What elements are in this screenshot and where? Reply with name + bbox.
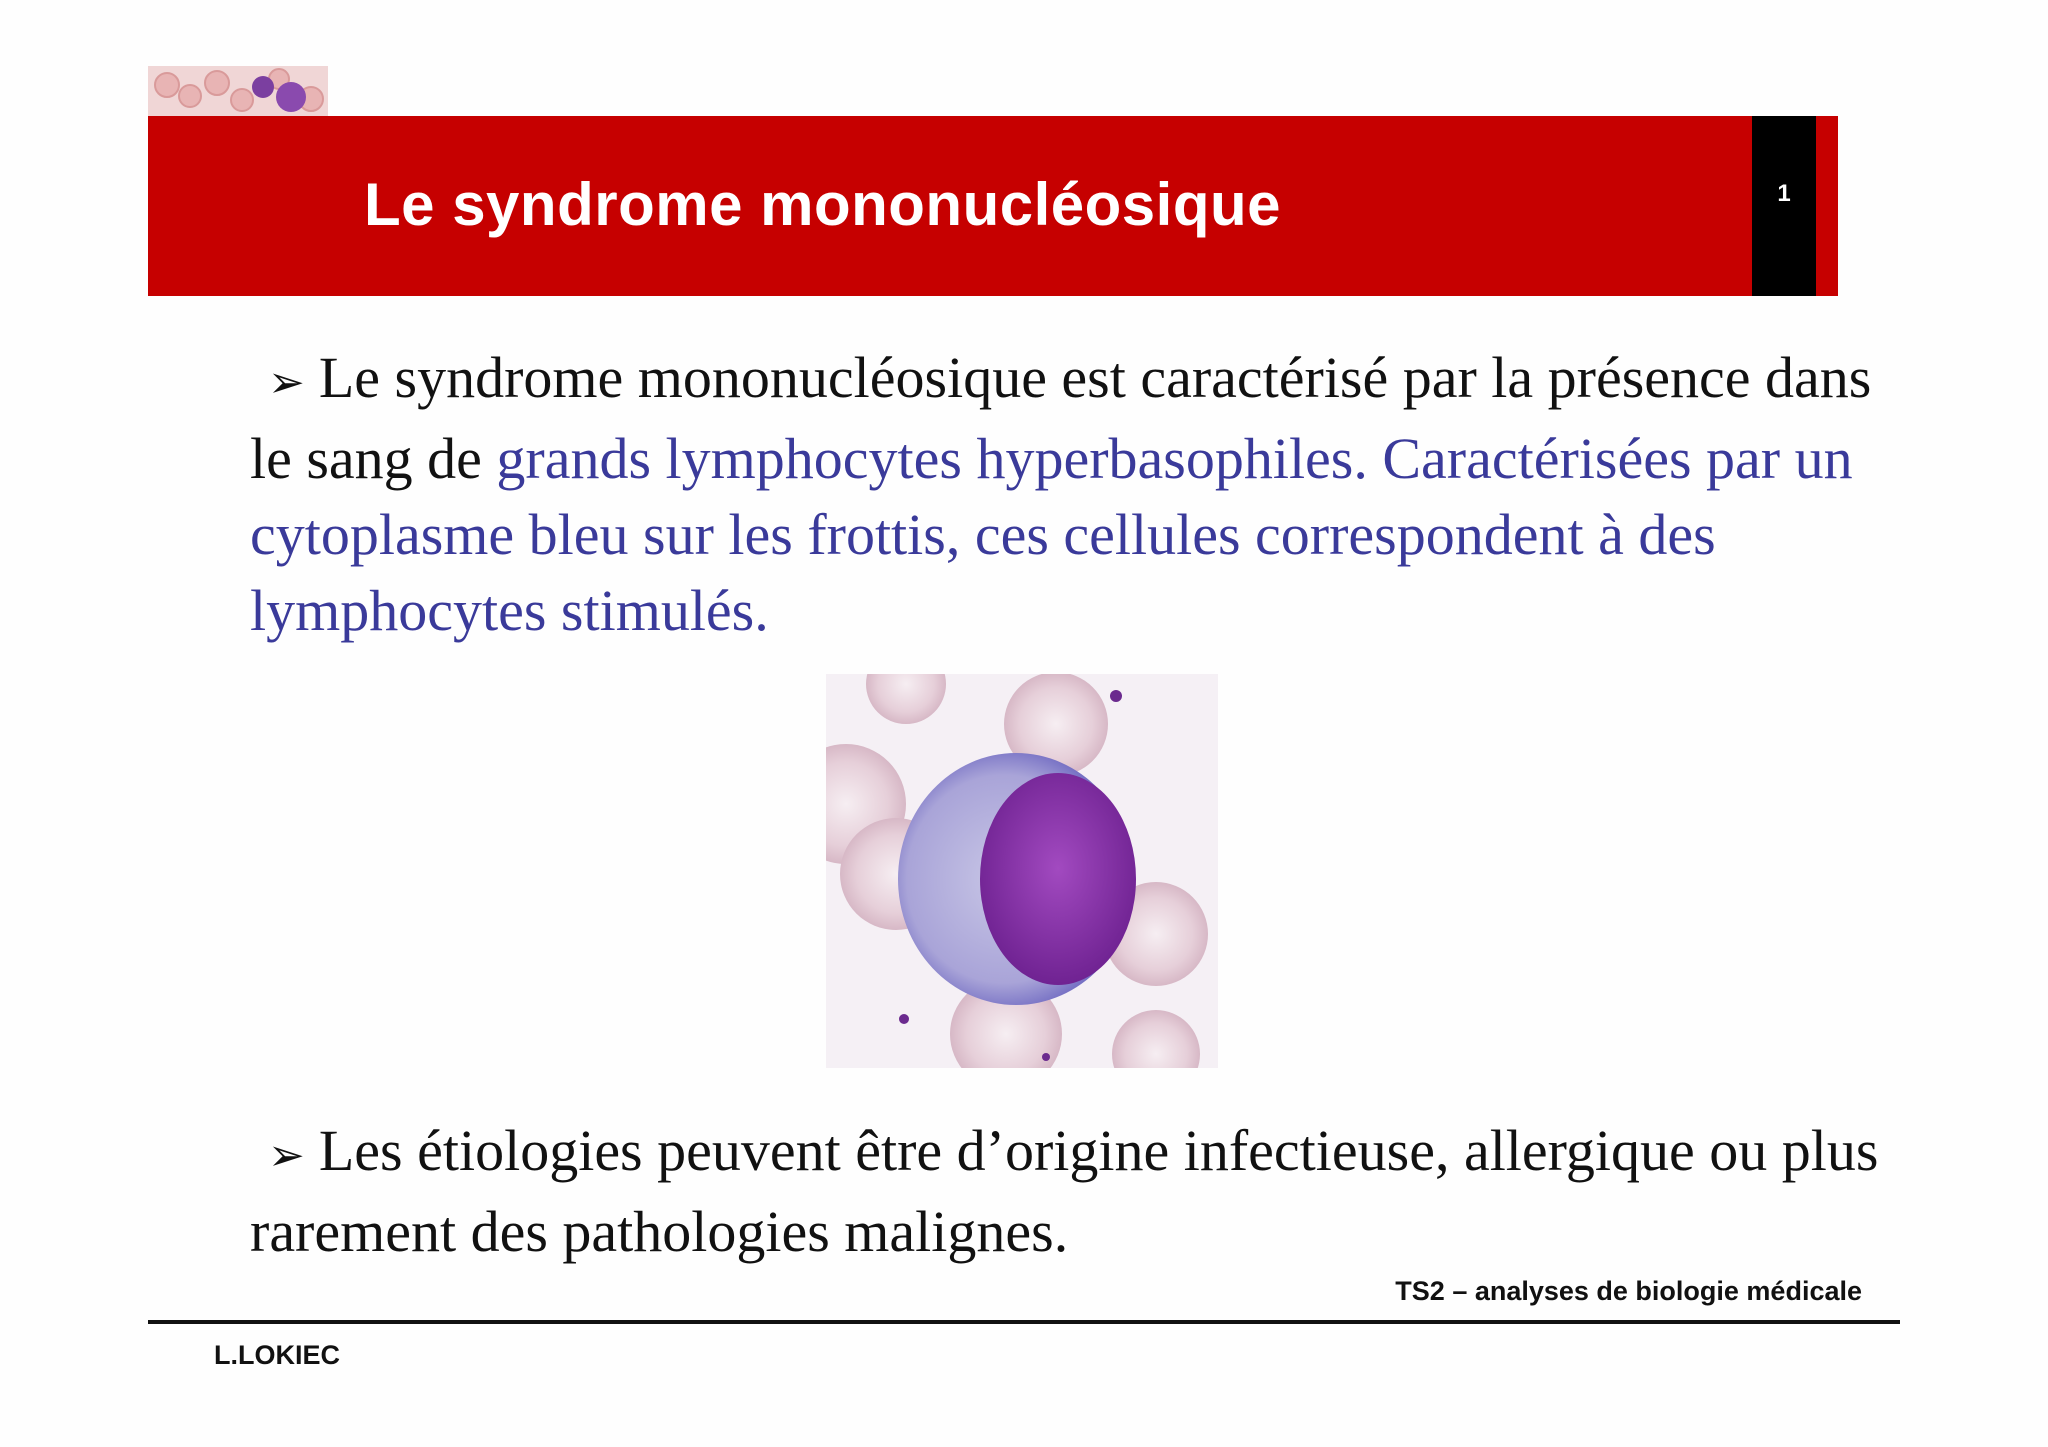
bullet1-text: Le syndrome mononucléosique est caractérisé par la présence dans le sang de xyxy=(250,345,1872,491)
bullet1-highlight-text: grands lymphocytes hyperbasophiles. Caractérisées par un cytoplasme bleu sur les frottis, ces cellules correspondent à des lymphocytes stimulés. xyxy=(250,426,1853,643)
bullet-paragraph-etiologies xyxy=(250,1113,1900,1270)
footer-author: L.LOKIEC xyxy=(214,1340,340,1370)
page-number: 1 xyxy=(1777,180,1791,207)
arrow-bullet-icon: ➢ xyxy=(268,1130,305,1181)
bullet2-text: Les étiologies peuvent être d’origine infectieuse, allergique ou plus rarement des pathologies malignes. xyxy=(250,1118,1879,1264)
blood-smear-thumbnail-icon xyxy=(148,66,328,116)
arrow-bullet-icon: ➢ xyxy=(268,357,305,408)
slide-title: Le syndrome mononucléosique xyxy=(364,171,1281,238)
footer-course: TS2 – analyses de biologie médicale xyxy=(1395,1276,1862,1306)
lymphocyte-micrograph xyxy=(826,674,1218,1068)
lymphocyte-image-icon xyxy=(826,674,1218,1068)
footer-divider xyxy=(148,1320,1900,1324)
bullet-paragraph-definition xyxy=(250,340,1900,649)
